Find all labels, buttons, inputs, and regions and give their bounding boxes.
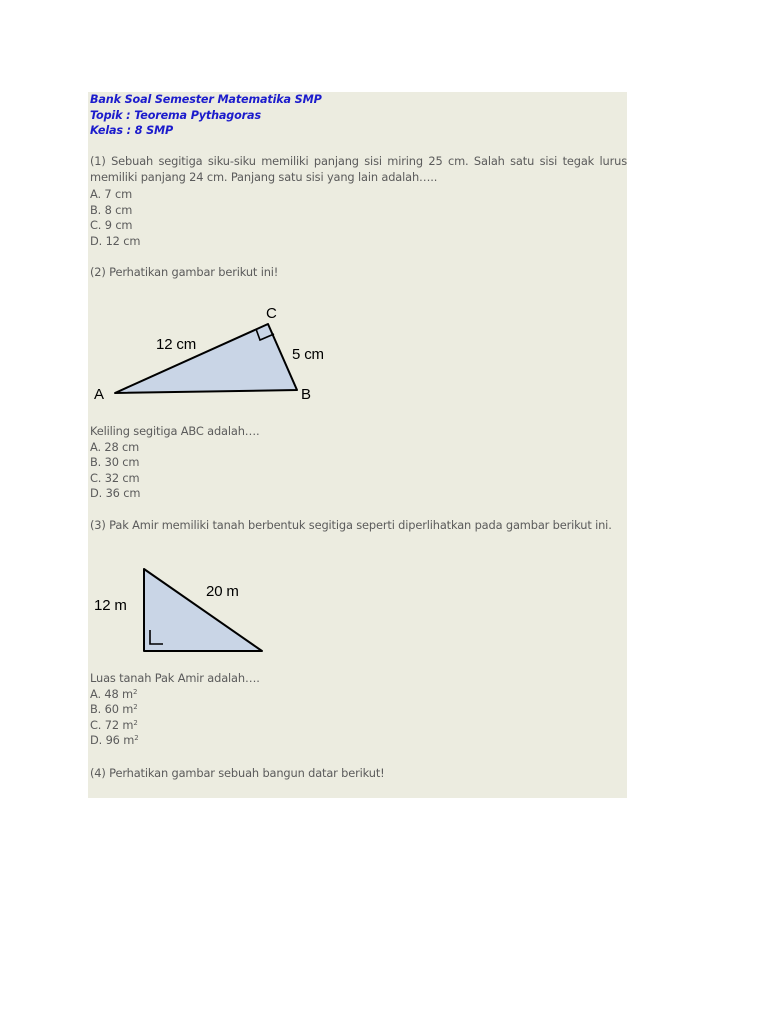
question-1-option-c: C. 9 cm (90, 218, 133, 232)
question-3-intro: (3) Pak Amir memiliki tanah berbentuk segitiga seperti diperlihatkan pada gambar berikut ini. (90, 517, 612, 532)
question-3-option-b: B. 60 $m^2$ (90, 702, 138, 716)
question-2-option-c: C. 32 cm (90, 470, 140, 485)
side-label-vertical: 12 m (94, 597, 127, 614)
question-2-option-a: A. 28 cm (90, 439, 140, 454)
worksheet (88, 92, 627, 798)
side-label-ac: 12 cm (156, 336, 197, 353)
question-4-intro: (4) Perhatikan gambar sebuah bangun datar berikut! (90, 766, 385, 780)
land-triangle-shape (144, 569, 262, 651)
question-3-option-d: D. 96 $m^2$ (90, 733, 139, 747)
topic-label: Topik : Teorema Pythagoras (90, 108, 261, 122)
question-3-text: Luas tanah Pak Amir adalah…. (90, 671, 260, 685)
question-2-intro: (2) Perhatikan gambar berikut ini! (90, 265, 279, 279)
question-1-text: (1) Sebuah segitiga siku-siku memiliki panjang sisi miring 25 cm. Salah satu sisi tegak lurus memiliki panjang 24 cm. Panjang satu sisi yang lain adalah….. (90, 154, 627, 184)
question-1-option-b: B. 8 cm (90, 202, 133, 217)
vertex-label-c: C (266, 305, 277, 322)
question-2-option-b: B. 30 cm (90, 455, 140, 469)
vertex-label-b: B (301, 386, 311, 403)
question-2-text: Keliling segitiga ABC adalah…. (90, 424, 260, 438)
land-triangle-figure (90, 564, 290, 664)
vertex-label-a: A (94, 386, 104, 403)
triangle-abc-shape (115, 324, 297, 393)
question-1-option-d: D. 12 cm (90, 233, 141, 248)
question-1-option-a: A. 7 cm (90, 187, 133, 201)
question-3-option-c: C. 72 $m^2$ (90, 717, 138, 732)
triangle-abc-figure (90, 300, 340, 410)
grade-label: Kelas : 8 SMP (90, 124, 174, 137)
question-3-option-a: A. 48 $m^2$ (90, 686, 138, 701)
worksheet-title: Bank Soal Semester Matematika SMP (90, 93, 322, 106)
question-2-option-d: D. 36 cm (90, 486, 141, 500)
side-label-cb: 5 cm (292, 346, 324, 363)
side-label-hypotenuse: 20 m (206, 583, 239, 600)
